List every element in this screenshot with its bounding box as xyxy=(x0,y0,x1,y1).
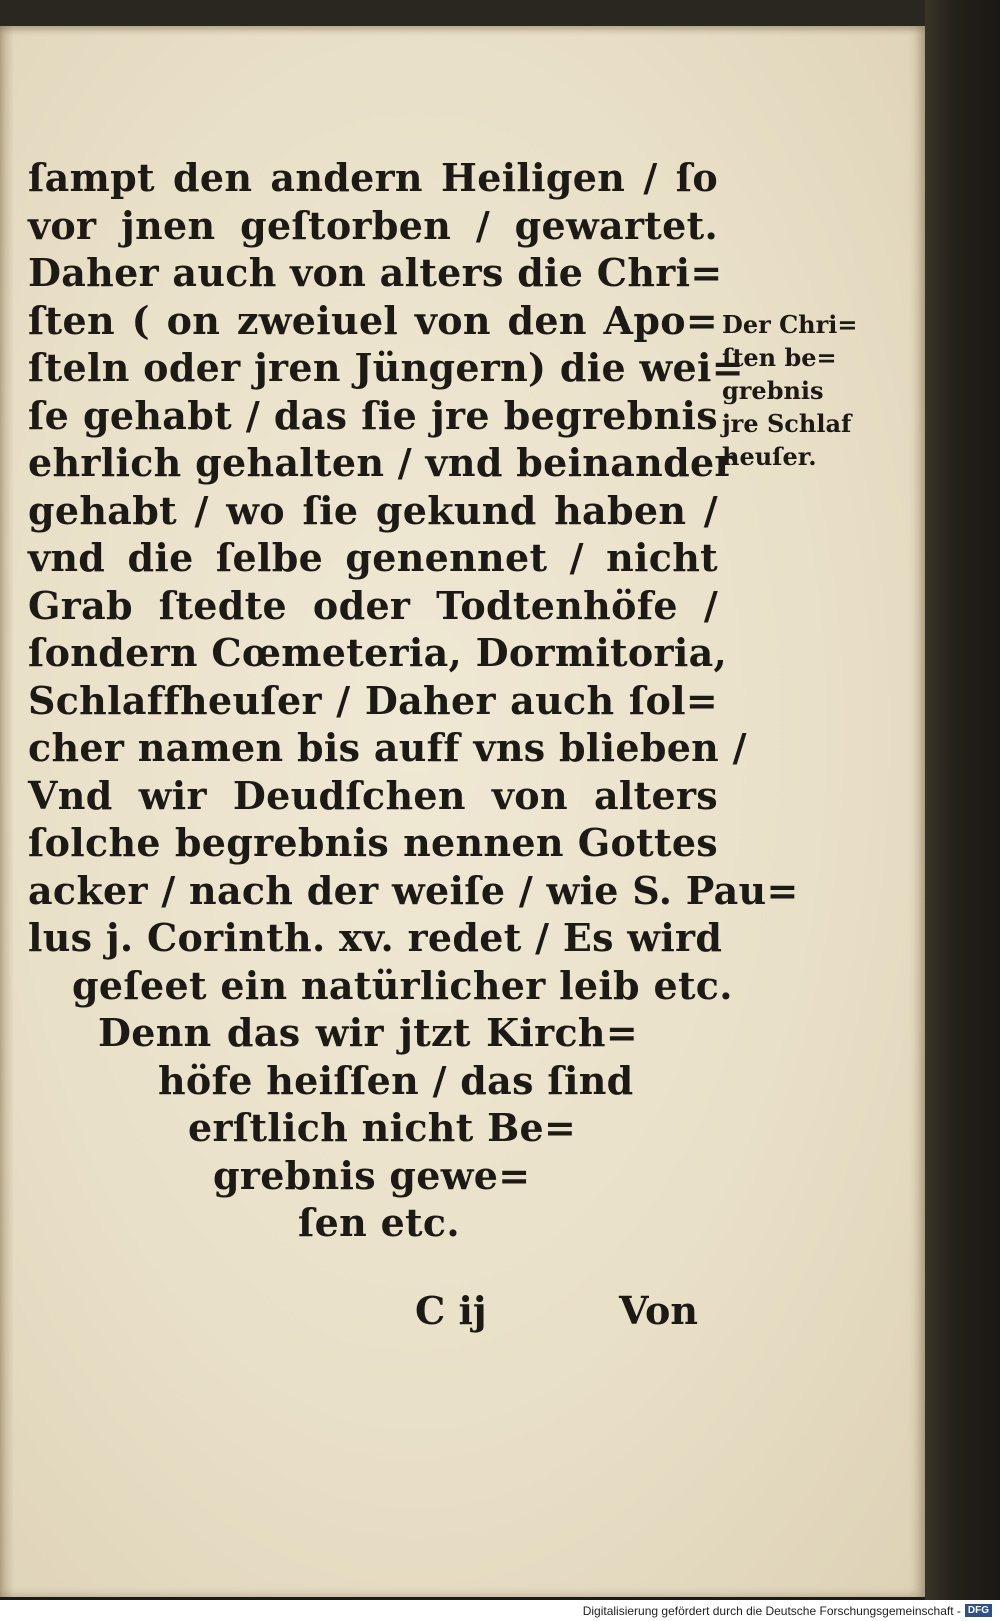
margin-line: grebnis xyxy=(722,376,824,405)
text-line: acker / nach der weiſe / wie S. Pau= xyxy=(28,867,799,913)
text-line: grebnis gewe= xyxy=(213,1152,531,1198)
text-line: geſeet ein natürlicher leib etc. xyxy=(72,962,733,1008)
text-line: Vnd wir Deudſchen von alters xyxy=(28,772,718,818)
funding-credit: Digitalisierung gefördert durch die Deutsche Forschungsgemeinschaft - xyxy=(582,1603,961,1618)
signature-catchword-line xyxy=(415,1288,698,1333)
dfg-logo: DFG xyxy=(965,1604,992,1617)
text-line: Grab ſtedte oder Todtenhöfe / xyxy=(28,582,718,628)
text-line: ſondern Cœmeteria, Dormitoria, xyxy=(28,630,728,675)
text-line: ehrlich gehalten / vnd beinander xyxy=(28,440,735,485)
margin-line: heuſer. xyxy=(722,442,817,471)
margin-line: ſten be= xyxy=(722,343,837,372)
text-line: höfe heiſſen / das ſind xyxy=(158,1057,634,1103)
text-line: Schlaffheuſer / Daher auch ſol= xyxy=(28,677,718,723)
text-line: ſe gehabt / das ſie jre begrebnis xyxy=(28,392,718,438)
marginal-note xyxy=(722,308,892,473)
text-line: gehabt / wo ſie gekund haben / xyxy=(28,487,718,533)
text-line: ſolche begrebnis nennen Gottes xyxy=(28,820,718,865)
text-line: Denn das wir jtzt Kirch= xyxy=(98,1010,638,1055)
text-line: Daher auch von alters die Chri= xyxy=(28,250,723,295)
text-line: cher namen bis auff vns blieben / xyxy=(28,725,747,770)
text-line: ſampt den andern Heiligen / ſo xyxy=(28,155,718,200)
signature-mark: C ij xyxy=(415,1288,487,1333)
digitization-footer xyxy=(0,1600,1000,1621)
scan-backdrop-right xyxy=(925,0,1000,1600)
text-line: ſteln oder jren Jüngern) die wei= xyxy=(28,345,744,390)
catchword: Von xyxy=(619,1288,698,1333)
margin-line: jre Schlaf xyxy=(722,409,852,438)
text-line: lus j. Corinth. xv. redet / Es wird xyxy=(28,915,723,960)
text-line: erſtlich nicht Be= xyxy=(188,1105,577,1150)
text-line: ſen etc. xyxy=(298,1200,460,1245)
text-line: vnd die ſelbe genennet / nicht xyxy=(28,535,718,580)
scan-backdrop-top xyxy=(0,0,1000,26)
text-line: vor jnen geſtorben / gewartet. xyxy=(28,202,718,248)
book-page xyxy=(0,26,925,1597)
margin-line: Der Chri= xyxy=(722,310,858,339)
text-line: ſten ( on zweiuel von den Apo= xyxy=(28,297,718,343)
